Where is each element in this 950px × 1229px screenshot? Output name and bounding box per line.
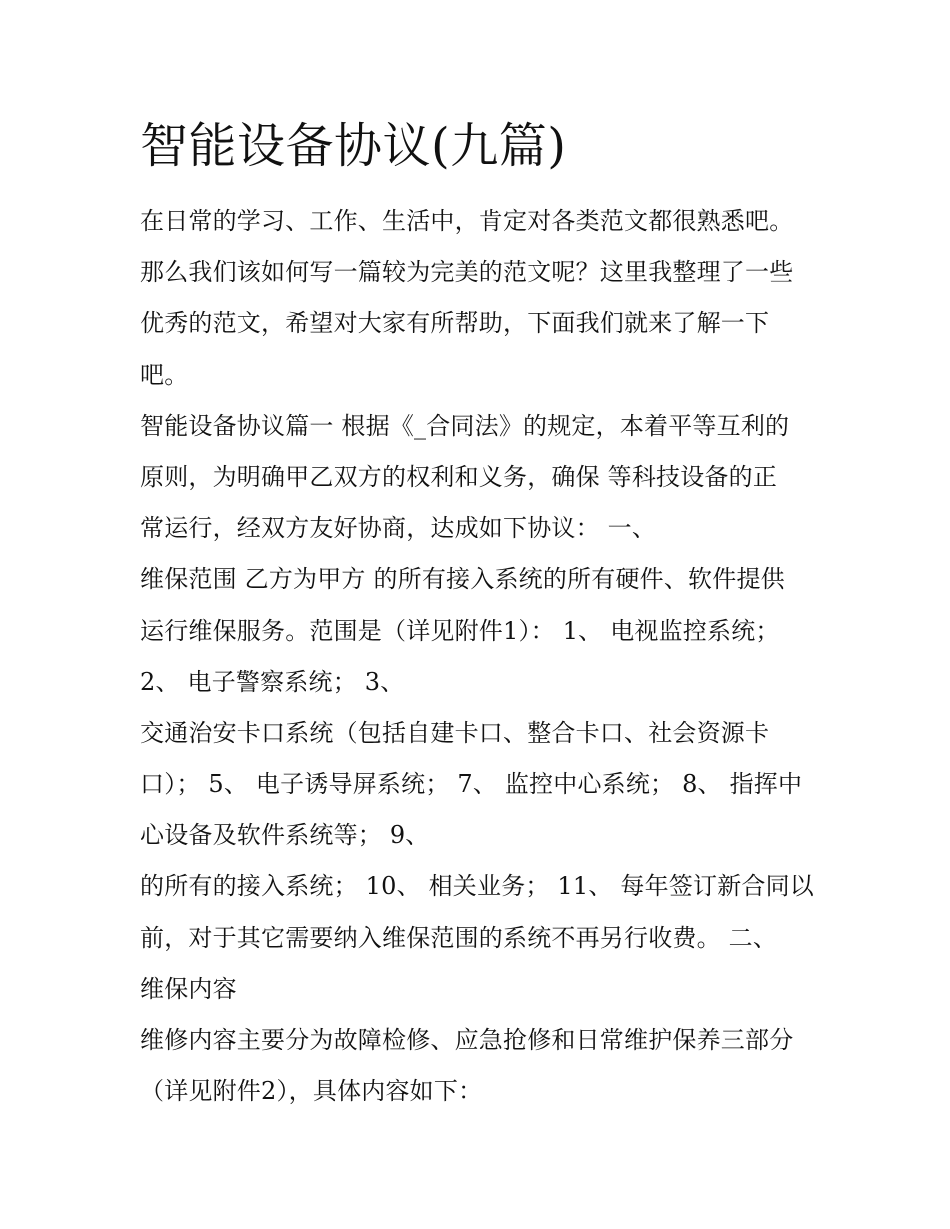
document-body [140, 196, 820, 1117]
text-line-14: 的所有的接入系统； 10、 相关业务； 11、 每年签订新合同以 [140, 872, 814, 901]
text-line-11: 交通治安卡口系统（包括自建卡口、整合卡口、社会资源卡 [140, 718, 770, 747]
text-line-9: 运行维保服务。范围是（详见附件1）： 1、 电视监控系统； [140, 616, 780, 645]
text-line-6: 原则，为明确甲乙双方的权利和义务，确保 等科技设备的正 [140, 462, 778, 491]
text-line-1: 在日常的学习、工作、生活中，肯定对各类范文都很熟悉吧。 [140, 207, 794, 235]
text-line-17: 维修内容主要分为故障检修、应急抢修和日常维护保养三部分 [140, 1026, 794, 1054]
text-line-3: 优秀的范文，希望对大家有所帮助，下面我们就来了解一下 [140, 309, 770, 338]
text-line-13: 心设备及软件系统等； 9、 [140, 821, 430, 850]
text-line-15: 前，对于其它需要纳入维保范围的系统不再另行收费。 二、 [140, 923, 778, 952]
document-title: 智能设备协议(九篇) [140, 118, 567, 174]
text-line-16: 维保内容 [140, 974, 237, 1003]
text-line-10: 2、 电子警察系统； 3、 [140, 667, 405, 696]
text-line-8: 维保范围 乙方为甲方 的所有接入系统的所有硬件、软件提供 [140, 565, 785, 594]
text-line-7: 常运行，经双方友好协商，达成如下协议： 一、 [140, 514, 657, 543]
text-line-4: 吧。 [140, 360, 189, 389]
text-line-5: 智能设备协议篇一 根据《_合同法》的规定，本着平等互利的 [140, 411, 790, 440]
text-line-2: 那么我们该如何写一篇较为完美的范文呢？这里我整理了一些 [140, 258, 794, 287]
text-line-18: （详见附件2），具体内容如下： [140, 1077, 483, 1106]
text-line-12: 口）； 5、 电子诱导屏系统； 7、 监控中心系统； 8、 指挥中 [140, 770, 803, 799]
